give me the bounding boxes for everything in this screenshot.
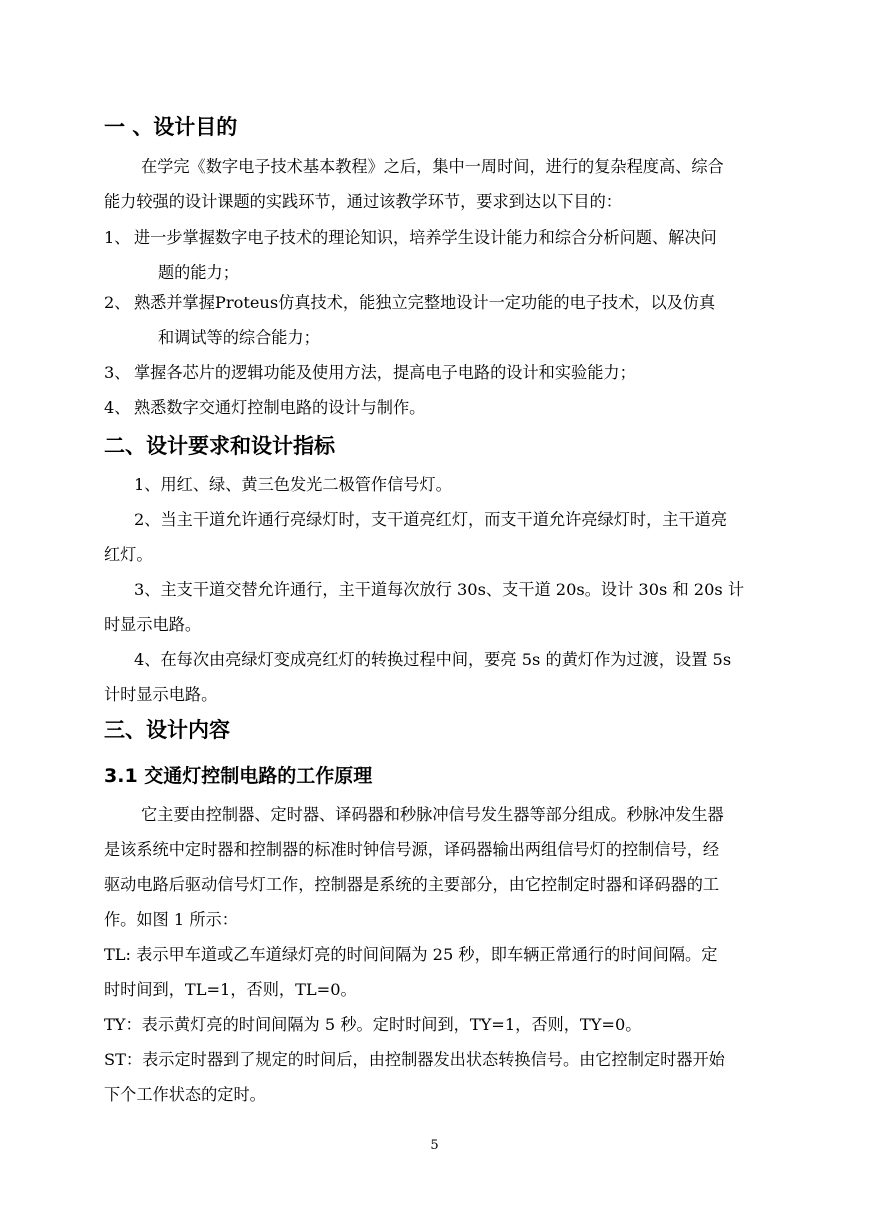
definition-line: TL: 表示甲车道或乙车道绿灯亮的时间间隔为 25 秒，即车辆正常通行的时间间隔。定 bbox=[104, 945, 718, 964]
paragraph-line: 驱动电路后驱动信号灯工作，控制器是系统的主要部分，由它控制定时器和译码器的工 bbox=[104, 875, 720, 894]
section-heading-1: 一 、设计目的 bbox=[104, 115, 238, 139]
section-heading-3: 三、设计内容 bbox=[104, 718, 230, 742]
paragraph-line: 它主要由控制器、定时器、译码器和秒脉冲信号发生器等部分组成。秒脉冲发生器 bbox=[141, 805, 724, 824]
paragraph-line: 1、用红、绿、黄三色发光二极管作信号灯。 bbox=[134, 475, 452, 494]
paragraph-line: 3、主支干道交替允许通行，主干道每次放行 30s、支干道 20s。设计 30s 和 20s 计 bbox=[134, 580, 745, 599]
paragraph-line: 在学完《数字电子技术基本教程》之后，集中一周时间，进行的复杂程度高、综合 bbox=[141, 157, 724, 176]
subsection-heading: 3.1 交通灯控制电路的工作原理 bbox=[104, 765, 373, 787]
paragraph-line: 是该系统中定时器和控制器的标准时钟信号源，译码器输出两组信号灯的控制信号，经 bbox=[104, 840, 720, 859]
paragraph-line: 时显示电路。 bbox=[104, 615, 202, 634]
definition-line: ST：表示定时器到了规定的时间后，由控制器发出状态转换信号。由它控制定时器开始 bbox=[104, 1050, 725, 1069]
paragraph-line: 4、在每次由亮绿灯变成亮红灯的转换过程中间，要亮 5s 的黄灯作为过渡，设置 5s bbox=[134, 650, 732, 669]
list-item-line: 掌握各芯片的逻辑功能及使用方法，提高电子电路的设计和实验能力； bbox=[134, 363, 636, 382]
list-item-line: 题的能力； bbox=[158, 263, 239, 282]
definition-line: 时时间到，TL=1，否则，TL=0。 bbox=[104, 980, 357, 999]
section-heading-2: 二、设计要求和设计指标 bbox=[104, 434, 335, 458]
definition-line: TY：表示黄灯亮的时间间隔为 5 秒。定时时间到，TY=1，否则，TY=0。 bbox=[104, 1015, 642, 1034]
list-item-line: 进一步掌握数字电子技术的理论知识，培养学生设计能力和综合分析问题、解决问 bbox=[134, 228, 717, 247]
page-number: 5 bbox=[430, 1138, 439, 1153]
paragraph-line: 作。如图 1 所示： bbox=[104, 910, 238, 929]
paragraph-line: 红灯。 bbox=[104, 545, 153, 564]
list-item-line: 熟悉数字交通灯控制电路的设计与制作。 bbox=[134, 398, 426, 417]
list-number: 1、 bbox=[104, 228, 131, 247]
list-number: 4、 bbox=[104, 398, 131, 417]
list-item-line: 熟悉并掌握Proteus仿真技术，能独立完整地设计一定功能的电子技术，以及仿真 bbox=[134, 293, 716, 312]
paragraph-line: 计时显示电路。 bbox=[104, 685, 218, 704]
paragraph-line: 能力较强的设计课题的实践环节，通过该教学环节，要求到达以下目的： bbox=[104, 192, 622, 211]
list-number: 3、 bbox=[104, 363, 131, 382]
list-item-line: 和调试等的综合能力； bbox=[158, 328, 320, 347]
paragraph-line: 2、当主干道允许通行亮绿灯时，支干道亮红灯，而支干道允许亮绿灯时，主干道亮 bbox=[134, 510, 728, 529]
list-number: 2、 bbox=[104, 293, 131, 312]
definition-line: 下个工作状态的定时。 bbox=[104, 1085, 266, 1104]
